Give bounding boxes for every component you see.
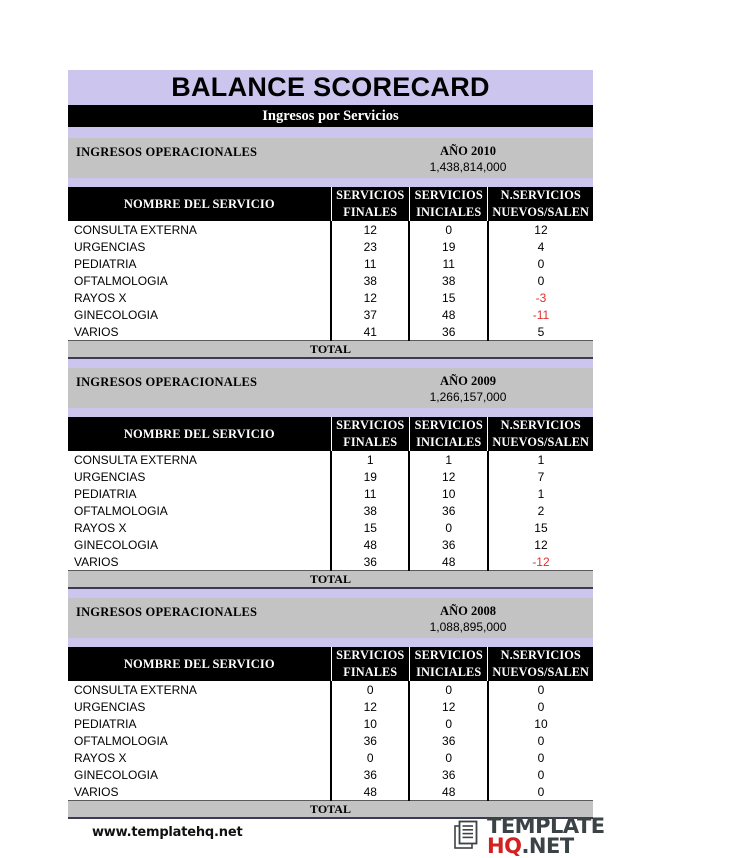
cell-servicios-finales: 11 <box>331 485 409 502</box>
table-row <box>68 698 593 715</box>
cell-servicios-finales: 36 <box>331 732 409 749</box>
cell-servicios-iniciales: 36 <box>409 766 487 783</box>
table-header-row-top <box>68 187 593 204</box>
column-header-finales: FINALES <box>331 204 409 221</box>
logo-wordmark <box>487 814 605 858</box>
column-header-servicios-finales-top: SERVICIOS <box>331 417 409 434</box>
table-row <box>68 221 593 238</box>
cell-service-name: CONSULTA EXTERNA <box>68 221 331 238</box>
column-header-servicios-iniciales-top: SERVICIOS <box>409 647 487 664</box>
cell-nuevos-salen: 0 <box>488 681 593 698</box>
cell-servicios-finales: 37 <box>331 306 409 323</box>
page-subtitle: Ingresos por Servicios <box>262 107 399 124</box>
cell-servicios-iniciales: 48 <box>409 306 487 323</box>
cell-nuevos-salen: 0 <box>488 766 593 783</box>
cell-service-name: URGENCIAS <box>68 238 331 255</box>
table-row <box>68 766 593 783</box>
column-header-service-name: NOMBRE DEL SERVICIO <box>68 187 331 221</box>
column-header-nuevos-salen: NUEVOS/SALEN <box>488 204 593 221</box>
column-header-finales: FINALES <box>331 434 409 451</box>
cell-service-name: PEDIATRIA <box>68 715 331 732</box>
cell-service-name: URGENCIAS <box>68 698 331 715</box>
table-body <box>68 221 593 341</box>
cell-servicios-iniciales: 0 <box>409 749 487 766</box>
column-header-nservicios-top: N.SERVICIOS <box>488 417 593 434</box>
column-header-iniciales: INICIALES <box>409 434 487 451</box>
cell-servicios-finales: 36 <box>331 553 409 571</box>
cell-nuevos-salen: 0 <box>488 783 593 801</box>
cell-service-name: VARIOS <box>68 553 331 571</box>
cell-servicios-iniciales: 0 <box>409 681 487 698</box>
cell-nuevos-salen: 10 <box>488 715 593 732</box>
cell-nuevos-salen: 12 <box>488 536 593 553</box>
cell-nuevos-salen: 2 <box>488 502 593 519</box>
table-header-row-top <box>68 647 593 664</box>
page-footer <box>68 814 605 858</box>
document-title-band <box>68 70 593 105</box>
table-header <box>68 417 593 451</box>
section-label: INGRESOS OPERACIONALES <box>76 375 258 389</box>
logo-line-template: TEMPLATE <box>487 814 605 839</box>
section-amount: 1,088,895,000 <box>429 620 507 634</box>
cell-service-name: URGENCIAS <box>68 468 331 485</box>
cell-servicios-iniciales: 15 <box>409 289 487 306</box>
total-row <box>68 571 593 589</box>
table-row <box>68 255 593 272</box>
column-header-finales: FINALES <box>331 664 409 681</box>
cell-servicios-finales: 23 <box>331 238 409 255</box>
cell-servicios-finales: 15 <box>331 519 409 536</box>
table-row <box>68 536 593 553</box>
lavender-divider <box>68 408 593 417</box>
table-row <box>68 553 593 571</box>
cell-servicios-iniciales: 38 <box>409 272 487 289</box>
cell-nuevos-salen: 15 <box>488 519 593 536</box>
column-header-servicios-iniciales-top: SERVICIOS <box>409 187 487 204</box>
document-subtitle-band <box>68 105 593 127</box>
year-section <box>68 368 593 598</box>
table-body <box>68 681 593 801</box>
table-row <box>68 732 593 749</box>
table-row <box>68 502 593 519</box>
services-table <box>68 417 593 571</box>
logo-hq-accent: HQ <box>487 833 522 858</box>
cell-servicios-iniciales: 19 <box>409 238 487 255</box>
templatehq-logo <box>450 814 605 858</box>
cell-servicios-iniciales: 10 <box>409 485 487 502</box>
column-header-servicios-iniciales-top: SERVICIOS <box>409 417 487 434</box>
cell-servicios-finales: 0 <box>331 681 409 698</box>
cell-servicios-finales: 0 <box>331 749 409 766</box>
cell-service-name: VARIOS <box>68 783 331 801</box>
cell-servicios-finales: 12 <box>331 289 409 306</box>
cell-service-name: OFTALMOLOGIA <box>68 272 331 289</box>
cell-servicios-finales: 36 <box>331 766 409 783</box>
cell-servicios-finales: 1 <box>331 451 409 468</box>
cell-service-name: RAYOS X <box>68 289 331 306</box>
sections-container <box>68 138 593 819</box>
table-row <box>68 289 593 306</box>
lavender-divider <box>68 178 593 187</box>
cell-servicios-finales: 12 <box>331 221 409 238</box>
cell-servicios-iniciales: 12 <box>409 468 487 485</box>
cell-service-name: CONSULTA EXTERNA <box>68 451 331 468</box>
table-header-row-top <box>68 417 593 434</box>
table-row <box>68 238 593 255</box>
cell-servicios-finales: 11 <box>331 255 409 272</box>
section-year: AÑO 2008 <box>440 604 496 618</box>
cell-nuevos-salen: -3 <box>488 289 593 306</box>
lavender-divider <box>68 359 593 368</box>
column-header-servicios-finales-top: SERVICIOS <box>331 647 409 664</box>
cell-nuevos-salen: 0 <box>488 732 593 749</box>
cell-nuevos-salen: 1 <box>488 451 593 468</box>
cell-servicios-finales: 48 <box>331 783 409 801</box>
cell-service-name: OFTALMOLOGIA <box>68 502 331 519</box>
cell-service-name: CONSULTA EXTERNA <box>68 681 331 698</box>
table-header <box>68 647 593 681</box>
cell-service-name: RAYOS X <box>68 519 331 536</box>
table-row <box>68 272 593 289</box>
section-header-band <box>68 598 593 638</box>
table-row <box>68 323 593 341</box>
column-header-nservicios-top: N.SERVICIOS <box>488 647 593 664</box>
cell-service-name: RAYOS X <box>68 749 331 766</box>
section-header-band <box>68 138 593 178</box>
cell-servicios-iniciales: 36 <box>409 732 487 749</box>
cell-service-name: OFTALMOLOGIA <box>68 732 331 749</box>
column-header-iniciales: INICIALES <box>409 664 487 681</box>
cell-service-name: GINECOLOGIA <box>68 306 331 323</box>
cell-nuevos-salen: 7 <box>488 468 593 485</box>
cell-servicios-iniciales: 36 <box>409 502 487 519</box>
section-label: INGRESOS OPERACIONALES <box>76 605 258 619</box>
cell-servicios-finales: 38 <box>331 272 409 289</box>
total-label: TOTAL <box>310 801 351 816</box>
lavender-divider <box>68 589 593 598</box>
cell-servicios-finales: 19 <box>331 468 409 485</box>
cell-nuevos-salen: 0 <box>488 698 593 715</box>
table-header <box>68 187 593 221</box>
cell-service-name: VARIOS <box>68 323 331 341</box>
table-row <box>68 715 593 732</box>
column-header-nuevos-salen: NUEVOS/SALEN <box>488 664 593 681</box>
cell-service-name: PEDIATRIA <box>68 255 331 272</box>
table-row <box>68 519 593 536</box>
cell-servicios-iniciales: 48 <box>409 783 487 801</box>
column-header-nservicios-top: N.SERVICIOS <box>488 187 593 204</box>
logo-net-suffix: .NET <box>521 833 574 858</box>
cell-service-name: GINECOLOGIA <box>68 536 331 553</box>
table-row <box>68 485 593 502</box>
cell-nuevos-salen: -12 <box>488 553 593 571</box>
cell-nuevos-salen: 0 <box>488 272 593 289</box>
table-row <box>68 451 593 468</box>
section-amount: 1,438,814,000 <box>429 160 507 174</box>
cell-servicios-finales: 48 <box>331 536 409 553</box>
cell-servicios-iniciales: 0 <box>409 519 487 536</box>
cell-service-name: GINECOLOGIA <box>68 766 331 783</box>
table-row <box>68 681 593 698</box>
total-label: TOTAL <box>310 571 351 586</box>
table-body <box>68 451 593 571</box>
cell-servicios-finales: 10 <box>331 715 409 732</box>
cell-servicios-iniciales: 0 <box>409 715 487 732</box>
lavender-divider <box>68 638 593 647</box>
footer-website: www.templatehq.net <box>92 825 243 840</box>
cell-service-name: PEDIATRIA <box>68 485 331 502</box>
column-header-iniciales: INICIALES <box>409 204 487 221</box>
table-row <box>68 749 593 766</box>
table-row <box>68 783 593 801</box>
logo-line-hqnet <box>487 833 605 858</box>
cell-servicios-iniciales: 0 <box>409 221 487 238</box>
year-section <box>68 138 593 368</box>
section-year: AÑO 2009 <box>440 374 496 388</box>
document-stack-icon <box>450 817 484 856</box>
cell-servicios-finales: 12 <box>331 698 409 715</box>
cell-nuevos-salen: 0 <box>488 749 593 766</box>
cell-servicios-finales: 38 <box>331 502 409 519</box>
table-row <box>68 468 593 485</box>
section-amount: 1,266,157,000 <box>429 390 507 404</box>
column-header-service-name: NOMBRE DEL SERVICIO <box>68 647 331 681</box>
table-row <box>68 306 593 323</box>
cell-nuevos-salen: 4 <box>488 238 593 255</box>
cell-servicios-iniciales: 11 <box>409 255 487 272</box>
section-year: AÑO 2010 <box>440 144 496 158</box>
column-header-service-name: NOMBRE DEL SERVICIO <box>68 417 331 451</box>
total-label: TOTAL <box>310 341 351 356</box>
cell-nuevos-salen: 12 <box>488 221 593 238</box>
cell-nuevos-salen: 1 <box>488 485 593 502</box>
section-header-band <box>68 368 593 408</box>
cell-servicios-finales: 41 <box>331 323 409 341</box>
column-header-servicios-finales-top: SERVICIOS <box>331 187 409 204</box>
total-row <box>68 341 593 359</box>
column-header-nuevos-salen: NUEVOS/SALEN <box>488 434 593 451</box>
cell-nuevos-salen: -11 <box>488 306 593 323</box>
scorecard-sheet <box>68 70 593 819</box>
cell-nuevos-salen: 5 <box>488 323 593 341</box>
cell-servicios-iniciales: 48 <box>409 553 487 571</box>
lavender-divider <box>68 127 593 138</box>
cell-nuevos-salen: 0 <box>488 255 593 272</box>
page-title: BALANCE SCORECARD <box>171 72 490 102</box>
cell-servicios-iniciales: 12 <box>409 698 487 715</box>
cell-servicios-iniciales: 1 <box>409 451 487 468</box>
cell-servicios-iniciales: 36 <box>409 323 487 341</box>
cell-servicios-iniciales: 36 <box>409 536 487 553</box>
services-table <box>68 647 593 801</box>
services-table <box>68 187 593 341</box>
year-section <box>68 598 593 819</box>
section-label: INGRESOS OPERACIONALES <box>76 145 258 159</box>
